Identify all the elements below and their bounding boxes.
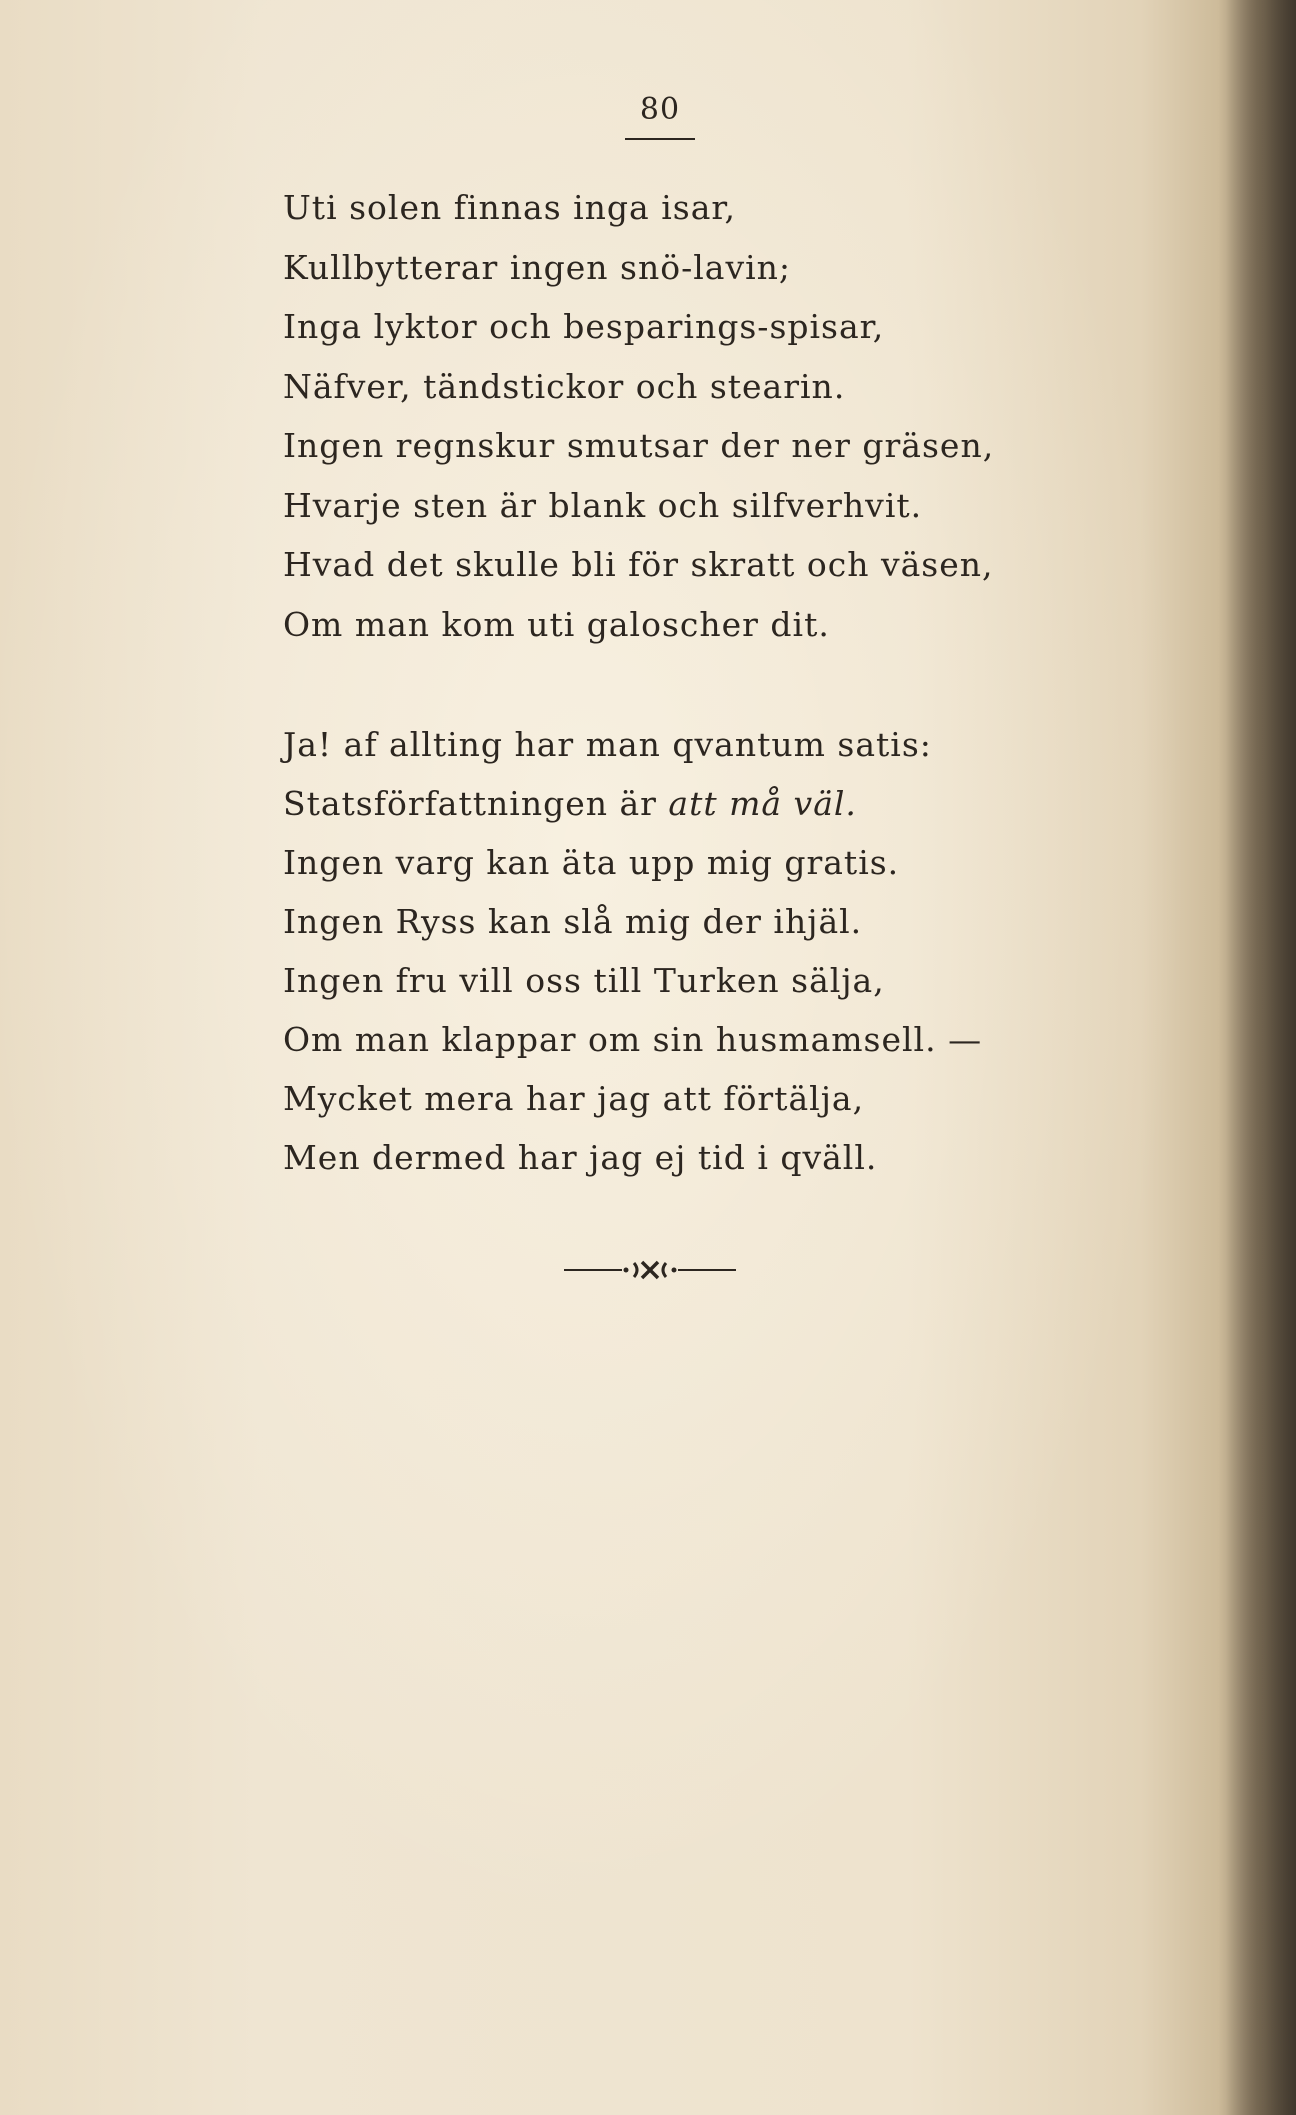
poem-line: Ingen regnskur smutsar der ner gräsen,: [283, 426, 995, 465]
poem-line: Näfver, tändstickor och stearin.: [283, 366, 846, 406]
stanza-1: [283, 178, 1083, 654]
poem-line: Men dermed har jag ej tid i qväll.: [283, 1138, 878, 1177]
scroll-ornament-icon: [560, 1258, 740, 1282]
page-gutter-shadow: [1226, 0, 1296, 2115]
poem-italic-phrase: att må väl.: [668, 784, 857, 823]
page-number: 80: [639, 92, 681, 127]
stanza-2: [283, 715, 1083, 1187]
poem-line: Inga lyktor och besparings-spisar,: [283, 307, 885, 346]
page-number-underline: [625, 138, 695, 140]
poem-line-mixed: [283, 774, 1083, 833]
poem-line: Om man klappar om sin husmamsell. —: [283, 1020, 983, 1059]
poem-line-text: Statsförfattningen är: [283, 784, 669, 823]
poem-line: Ingen Ryss kan slå mig der ihjäl.: [283, 902, 863, 941]
poem-line: Uti solen finnas inga isar,: [283, 188, 737, 227]
poem-line: Om man kom uti galoscher dit.: [283, 604, 830, 644]
poem-line: Ingen fru vill oss till Turken sälja,: [283, 961, 885, 1000]
poem-line: Ingen varg kan äta upp mig gratis.: [283, 843, 900, 882]
poem-line: Kullbytterar ingen snö-lavin;: [283, 247, 792, 287]
poem-line: Hvad det skulle bli för skratt och väsen,: [283, 545, 994, 584]
poem-line: Hvarje sten är blank och silfverhvit.: [283, 485, 923, 525]
poem-line: Mycket mera har jag att förtälja,: [283, 1079, 865, 1118]
poem-line: Ja! af allting har man qvantum satis:: [283, 725, 932, 764]
